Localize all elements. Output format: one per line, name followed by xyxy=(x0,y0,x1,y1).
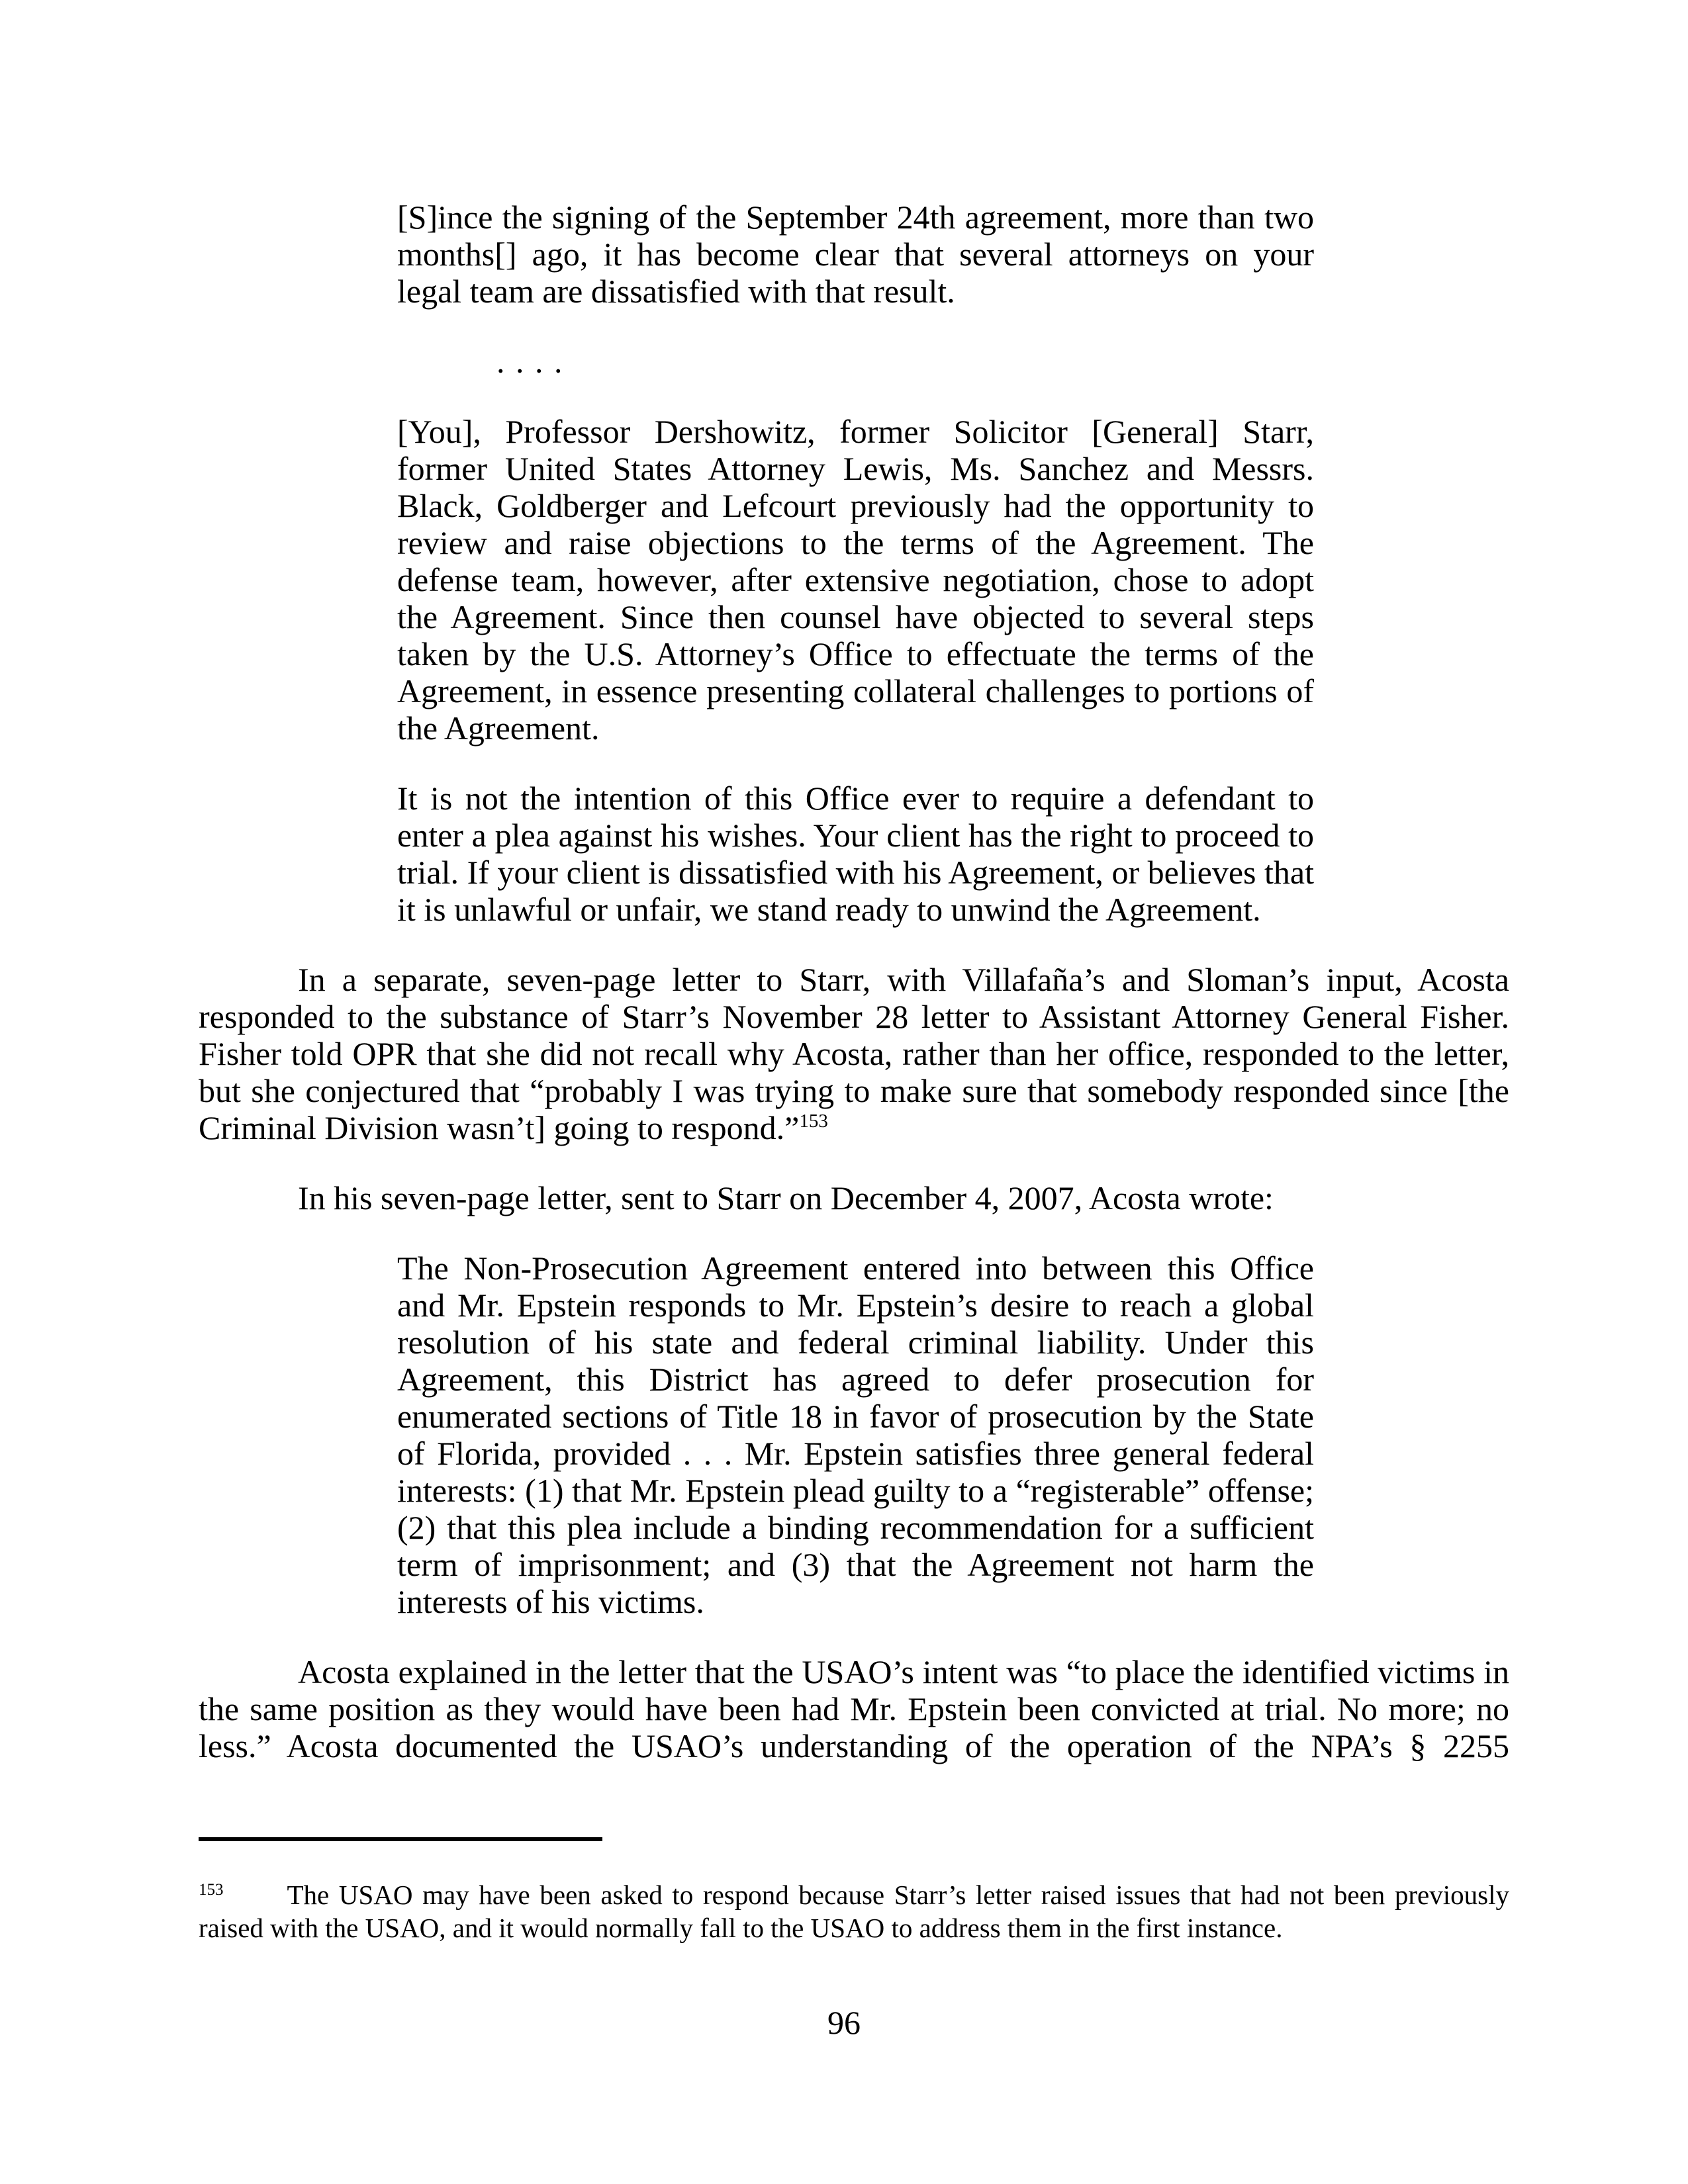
body-paragraph-3: Acosta explained in the letter that the USAO’s intent was “to place the identified victims in the same position as they would have been had Mr. Epstein been convicted at trial. No more; no less.” Acosta documented the USAO’s understanding of the operation of the NPA’s § 2255 xyxy=(199,1653,1509,1764)
block-quote-3: It is not the intention of this Office ever to require a defendant to enter a plea against his wishes. Your client has the right to proceed to trial. If your client is dissatisfied with his Agreement, or believes that it is unlawful or unfair, we stand ready to unwind the Agreement. xyxy=(397,780,1314,928)
body-paragraph-2: In his seven-page letter, sent to Starr on December 4, 2007, Acosta wrote: xyxy=(298,1179,1274,1216)
body-paragraph-1-text: In a separate, seven-page letter to Starr, with Villafaña’s and Sloman’s input, Acosta responded to the substance of Starr’s November 28 letter to Assistant Attorney General Fisher. Fisher told OPR that she did not recall why Acosta, rather than her office, responded to the letter, but she conjectured that “probably I was trying to make sure that somebody responded since [the Criminal Division wasn’t] going to respond.” xyxy=(199,961,1509,1146)
ellipsis-separator: . . . . xyxy=(496,343,564,380)
footnote-reference: 153 xyxy=(799,1111,828,1132)
page-content xyxy=(199,199,1509,1944)
footnote-text: The USAO may have been asked to respond because Starr’s letter raised issues that had not been previously raised with the USAO, and it would normally fall to the USAO to address them in the first instance. xyxy=(199,1880,1509,1943)
block-quote-4: The Non-Prosecution Agreement entered into between this Office and Mr. Epstein responds to Mr. Epstein’s desire to reach a global resolution of his state and federal criminal liability. Under this Agreement, this District has agreed to defer prosecution for enumerated sections of Title 18 in favor of prosecution by the State of Florida, provided . . . Mr. Epstein satisfies three general federal interests: (1) that Mr. Epstein plead guilty to a “registerable” offense; (2) that this plea include a binding recommendation for a sufficient term of imprisonment; and (3) that the Agreement not harm the interests of his victims. xyxy=(397,1250,1314,1620)
footnote-number: 153 xyxy=(199,1881,224,1899)
page-number: 96 xyxy=(827,2004,861,2041)
footnote xyxy=(199,1878,1509,1944)
block-quote-2: [You], Professor Dershowitz, former Solicitor [General] Starr, former United States Attorney Lewis, Ms. Sanchez and Messrs. Black, Goldberger and Lefcourt previously had the opportunity to review and raise objections to the terms of the Agreement. The defense team, however, after extensive negotiation, chose to adopt the Agreement. Since then counsel have objected to several steps taken by the U.S. Attorney’s Office to effectuate the terms of the Agreement, in essence presenting collateral challenges to portions of the Agreement. xyxy=(397,413,1314,747)
block-quote-1: [S]ince the signing of the September 24th agreement, more than two months[] ago, it has become clear that several attorneys on your legal team are dissatisfied with that result. xyxy=(397,199,1314,310)
body-paragraph-1 xyxy=(199,961,1509,1146)
footnote-separator xyxy=(199,1837,602,1841)
